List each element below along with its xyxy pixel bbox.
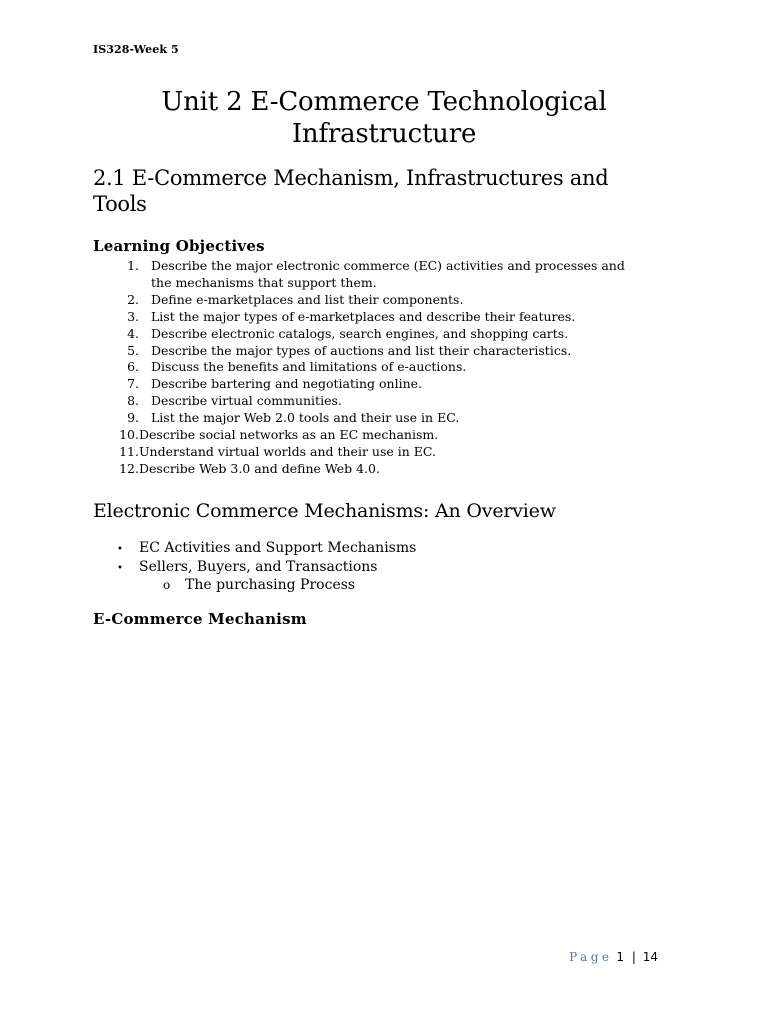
objective-text: Define e-marketplaces and list their components. (151, 291, 464, 307)
page-number-current: 1 (616, 950, 625, 964)
page-word: Page (569, 950, 613, 964)
objective-number: 4. (127, 325, 139, 341)
objective-item (93, 309, 673, 326)
document-title-line-2: Infrastructure (291, 119, 477, 149)
objective-number: 11. (119, 443, 139, 459)
learning-objectives-heading: Learning Objectives (93, 237, 265, 255)
bullet-icon: • (117, 562, 123, 574)
objective-item (93, 444, 673, 461)
objective-item (93, 427, 673, 444)
objective-item (93, 410, 673, 427)
objective-number: 5. (127, 342, 139, 358)
objective-number: 6. (127, 359, 139, 375)
objective-text: Discuss the benefits and limitations of e-auctions. (151, 359, 467, 375)
objective-number: 8. (127, 393, 139, 409)
objective-number: 10. (119, 427, 139, 443)
sub-bullet-text: The purchasing Process (185, 577, 356, 594)
objective-text: Describe electronic catalogs, search engines, and shopping carts. (151, 325, 569, 341)
objective-item (93, 376, 673, 393)
objective-number: 7. (127, 376, 139, 392)
objective-item (93, 461, 673, 478)
objective-number: 1. (127, 258, 139, 273)
learning-objectives-list (93, 258, 673, 478)
document-title (93, 86, 675, 150)
objective-text: List the major types of e-marketplaces and describe their features. (151, 308, 576, 324)
overview-heading: Electronic Commerce Mechanisms: An Overview (93, 500, 556, 522)
objective-number: 3. (127, 308, 139, 324)
objective-text: Understand virtual worlds and their use in EC. (139, 443, 436, 459)
page-number-total: 14 (642, 950, 658, 964)
section-heading-line-1: 2.1 E-Commerce Mechanism, Infrastructures and (93, 166, 609, 190)
objective-number: 2. (127, 291, 139, 307)
objective-text-line-2: the mechanisms that support them. (151, 274, 377, 290)
section-heading (93, 165, 693, 217)
bullet-item (93, 559, 416, 578)
objective-text: Describe social networks as an EC mechanism. (139, 427, 439, 443)
document-title-line-1: Unit 2 E-Commerce Technological (161, 87, 607, 117)
objective-text-line-1: Describe the major electronic commerce (EC) activities and processes and (151, 258, 625, 273)
objective-number: 12. (119, 460, 139, 476)
objective-text: Describe virtual communities. (151, 393, 342, 409)
bullet-text: EC Activities and Support Mechanisms (139, 540, 417, 556)
objective-text: List the major Web 2.0 tools and their use in EC. (151, 410, 460, 426)
objective-number: 9. (127, 410, 139, 426)
bullet-text: Sellers, Buyers, and Transactions (139, 558, 378, 575)
overview-bullet-list (93, 540, 416, 595)
objective-item (93, 393, 673, 410)
course-week-label: IS328-Week 5 (93, 43, 179, 56)
objective-text: Describe Web 3.0 and define Web 4.0. (139, 460, 380, 476)
bullet-item (93, 540, 416, 559)
page-separator: | (631, 950, 636, 964)
objective-text: Describe the major types of auctions and list their characteristics. (151, 342, 572, 358)
objective-text: Describe bartering and negotiating online. (151, 376, 422, 392)
section-heading-line-2: Tools (93, 192, 147, 216)
objective-text (139, 258, 673, 292)
objective-item (93, 326, 673, 343)
bullet-icon: • (117, 544, 123, 555)
page-footer (569, 950, 658, 964)
objective-item (93, 359, 673, 376)
objective-item (93, 258, 673, 292)
ecommerce-mechanism-heading: E-Commerce Mechanism (93, 610, 307, 628)
objective-item (93, 343, 673, 360)
sub-bullet-item (93, 577, 416, 595)
objective-item (93, 292, 673, 309)
hollow-bullet-icon: o (163, 578, 171, 593)
